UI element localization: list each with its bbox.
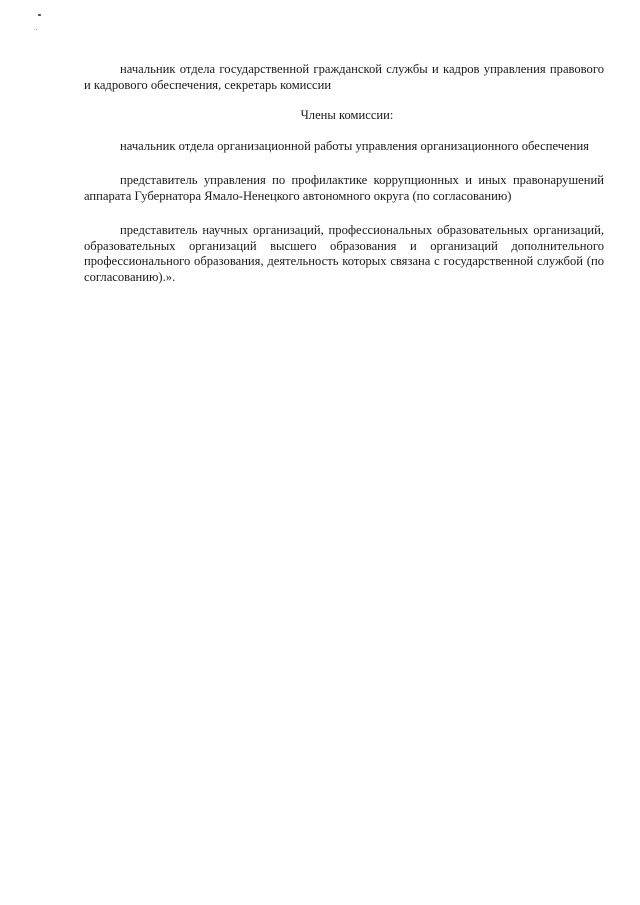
document-body — [84, 62, 604, 285]
members-heading: Члены комиссии: — [300, 108, 394, 122]
member-paragraph-2: представитель управления по профилактике коррупционных и иных правонарушений аппарата Губернатора Ямало-Ненецкого автономного округа (по согласованию) — [84, 173, 604, 203]
scan-speck — [36, 29, 37, 30]
member-paragraph-1: начальник отдела организационной работы управления организационного обеспечения — [120, 138, 589, 153]
scan-speck — [38, 14, 41, 16]
member-paragraph-3: представитель научных организаций, профессиональных образовательных организаций, образовательных организаций высшего образования и организаций дополнительного профессионального образования, деятельность которых связана с государственной службой (по согласованию).». — [84, 223, 604, 284]
secretary-paragraph: начальник отдела государственной гражданской службы и кадров управления правового и кадрового обеспечения, секретарь комиссии — [84, 62, 604, 92]
